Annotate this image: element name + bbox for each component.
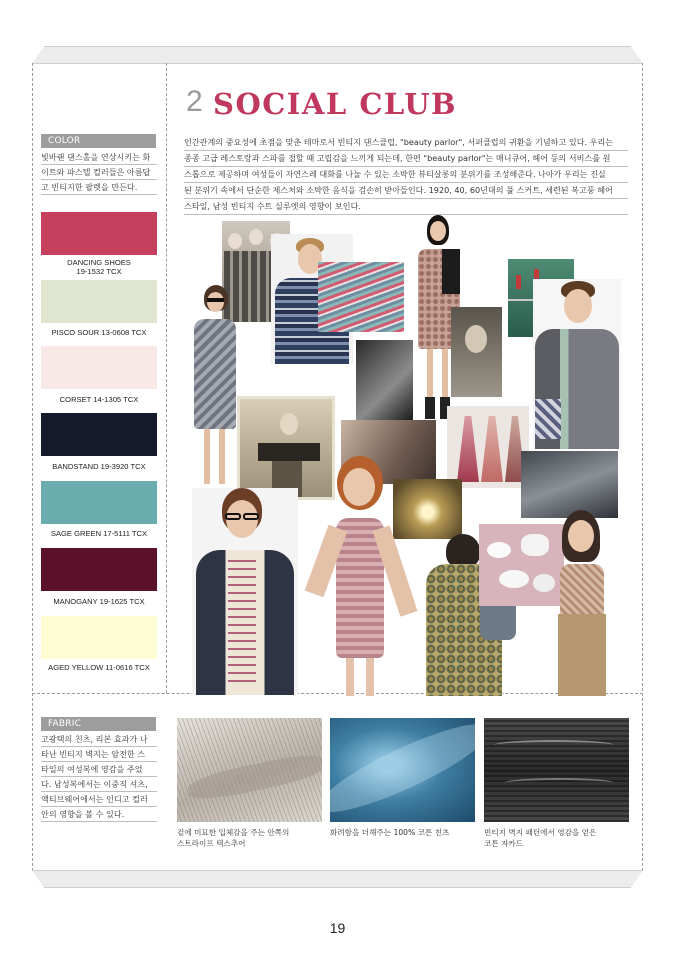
knit-texture-photo bbox=[318, 262, 404, 332]
color-swatch-manogany bbox=[41, 548, 157, 591]
page-number: 19 bbox=[329, 920, 346, 936]
swatch-label-corset: CORSET 14-1305 TCX bbox=[59, 395, 139, 404]
fabric-caption-stripe: 겉에 미묘한 입체감을 주는 안쪽의 스트라이프 텍스추어 bbox=[177, 828, 290, 848]
swatch-label-aged-yellow: AGED YELLOW 11-0616 TCX bbox=[48, 663, 150, 672]
fabric-stripe-texture bbox=[177, 718, 322, 822]
swatch-label-dancing-shoes: DANCING SHOES 19-1532 TCX bbox=[67, 258, 131, 276]
swatch-label-manogany: MANOGANY 19-1625 TCX bbox=[53, 597, 145, 606]
intro-paragraph: 인간관계의 중요성에 초점을 맞춘 테마로서 빈티지 댄스클럽, "beauty parlor", 서퍼클럽의 귀환을 기념하고 있다. 우리는 종종 고급 레스토랑과 스파를 접할 때 고립감을 느끼게 되는데, 한편 "beauty parlor"는 매니큐어, 헤어 등의 서비스를 원 스톱으로 제공하며 여성들이 자연스레 대화를 나눌 수 있는 소박한 뷰티살롱의 분위기를 조성해준다. 나아가 우리는 진실 된 분위기 속에서 단순한 제스처와 소박한 음식을 검손히 받아들인다. 1920, 40, 60년대의 풀 스커트, 세련된 복고풍 헤어 스타일, 남성 빈티지 수트 실루엣의 영향이 보인다. bbox=[184, 135, 628, 215]
bw-couple-photo bbox=[356, 340, 413, 420]
model-glasses-suit bbox=[192, 488, 298, 695]
model-tan-dress bbox=[534, 510, 632, 696]
swatch-label-pisco-sour: PISCO SOUR 13-0608 TCX bbox=[51, 328, 147, 337]
column-divider bbox=[166, 63, 167, 693]
color-section-label: COLOR bbox=[41, 134, 156, 148]
page-title: SOCIAL CLUB bbox=[213, 87, 458, 121]
page-frame-bottom bbox=[32, 870, 643, 888]
fashion-sketch-photo bbox=[447, 406, 529, 488]
color-swatch-bandstand bbox=[41, 413, 157, 456]
color-swatch-sage-green bbox=[41, 481, 157, 524]
color-swatch-corset bbox=[41, 346, 157, 389]
dark-fabric-photo bbox=[521, 451, 618, 518]
fabric-description: 고광택의 친츠, 리본 효과가 나 타난 빈티지 벽지는 암전한 스 타일의 여성복에 영감을 주었 다. 남성복에서는 이중직 셔츠, 액티브웨어에서는 인디고 컬러 안의 영향을 볼 수 있다. bbox=[41, 732, 157, 822]
fabric-section-label: FABRIC bbox=[41, 717, 156, 731]
color-swatch-dancing-shoes bbox=[41, 212, 157, 255]
fabric-caption-chintz: 화려함을 더해주는 100% 코튼 친츠 bbox=[330, 828, 450, 837]
model-grey-jacket bbox=[533, 279, 621, 449]
page-frame-top bbox=[32, 46, 643, 64]
fabric-caption-jacquard: 빈티지 벽지 패턴에서 영감을 얻은 코튼 자카드 bbox=[484, 828, 597, 848]
color-swatch-aged-yellow bbox=[41, 616, 157, 659]
color-swatch-pisco-sour bbox=[41, 280, 157, 323]
model-grey-dress bbox=[188, 285, 240, 495]
color-description: 빛바랜 댄스홀을 연상시키는 화 이트와 파스텔 컬러들은 아름답 고 빈티지한 팔렛을 만든다. bbox=[41, 150, 157, 195]
fabric-cotton-jacquard bbox=[484, 718, 629, 822]
model-pink-dress bbox=[310, 456, 414, 696]
section-number: 2 bbox=[186, 85, 203, 118]
vintage-portrait-photo bbox=[451, 307, 502, 397]
swatch-label-sage-green: SAGE GREEN 17-5111 TCX bbox=[50, 529, 148, 538]
swatch-label-bandstand: BANDSTAND 19-3920 TCX bbox=[52, 462, 146, 471]
fabric-cotton-chintz bbox=[330, 718, 475, 822]
